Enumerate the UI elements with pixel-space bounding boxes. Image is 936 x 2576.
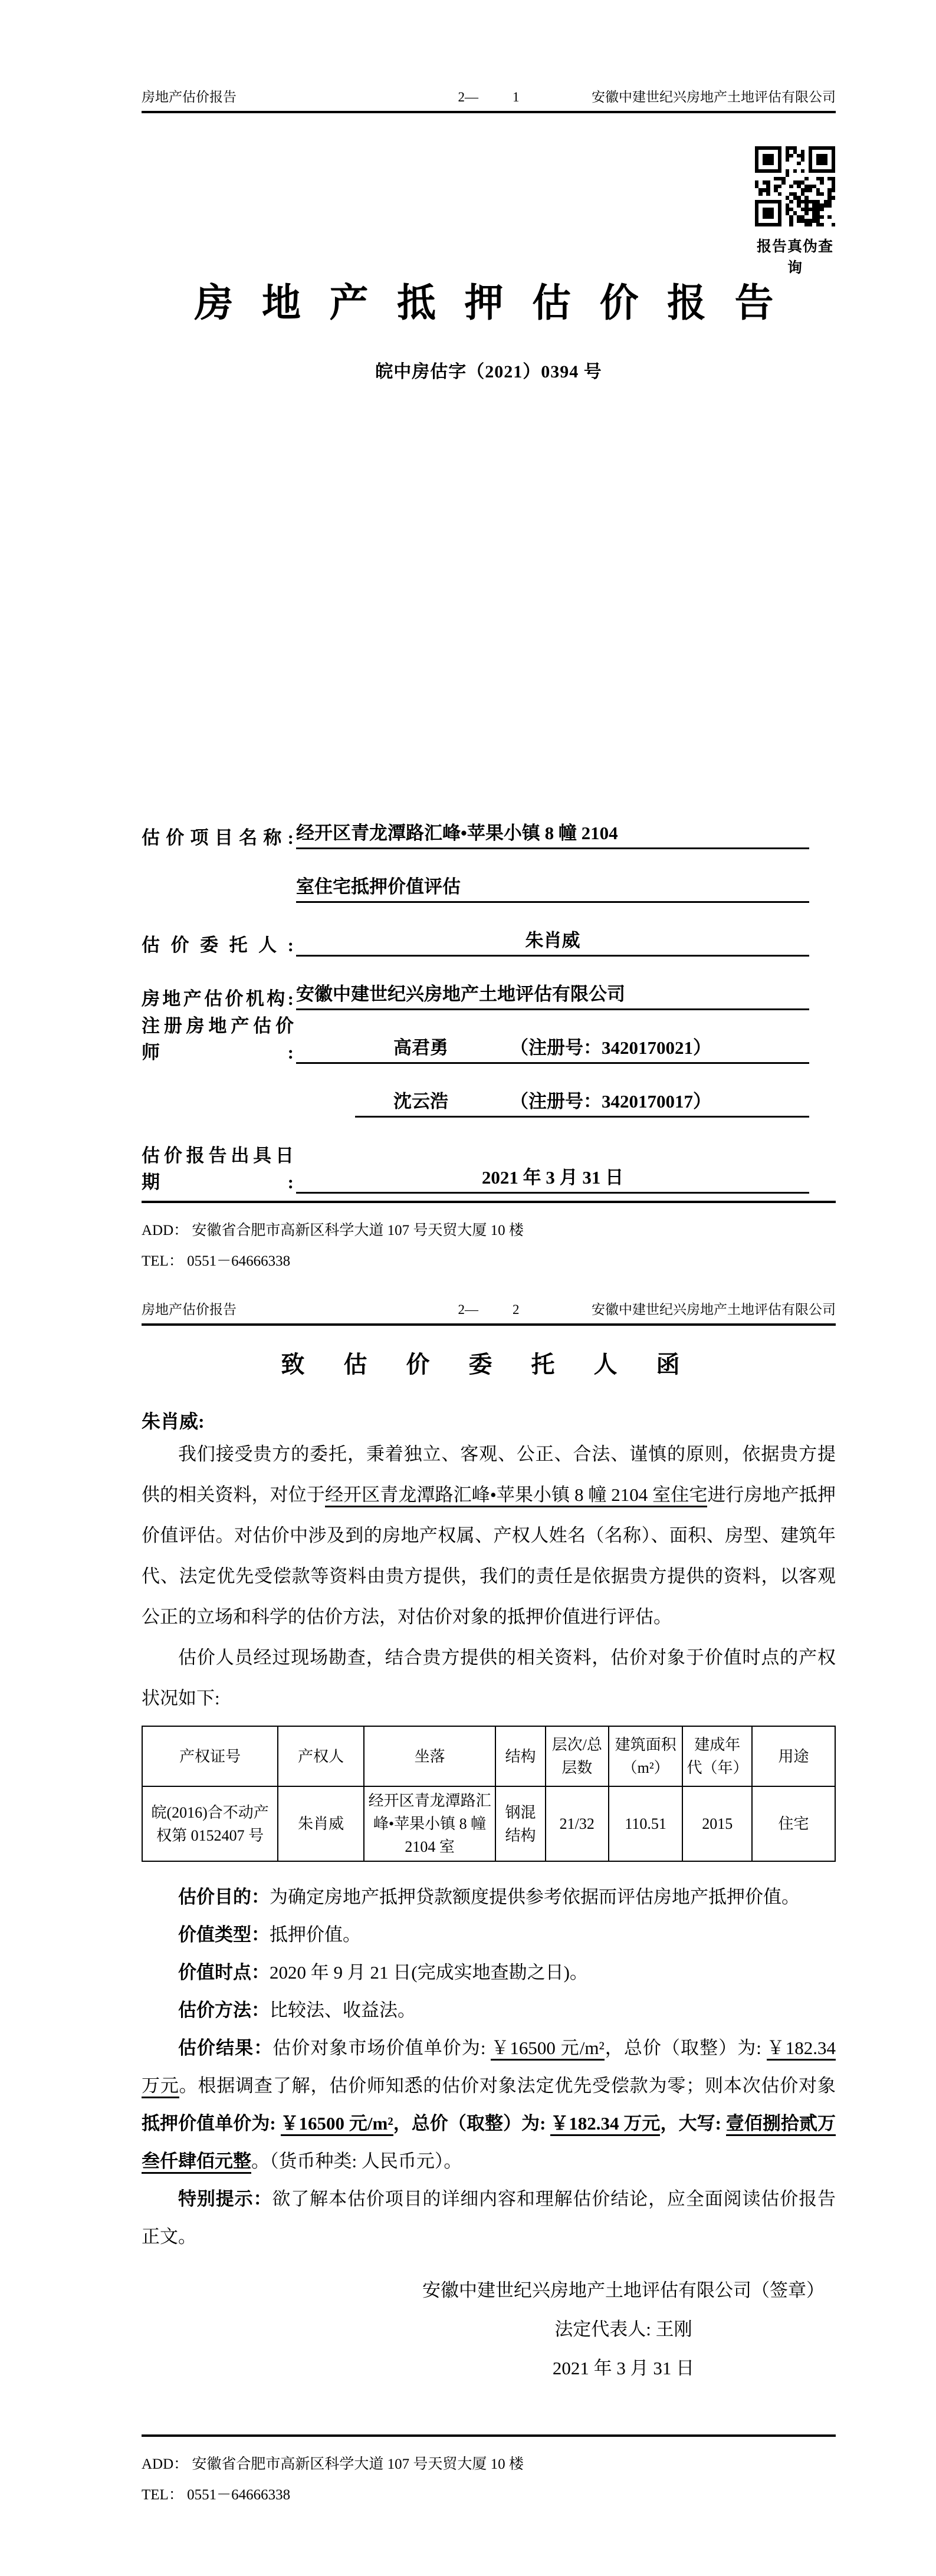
item-label: 价值时点：: [178, 1962, 270, 1983]
paragraph-text: 我们接受贵方的委托，秉着独立、客观、公正、合法、谨慎的原则，依据贵方提供的相关资料，对位于: [142, 1444, 836, 1505]
field-project-name: [142, 796, 809, 849]
appraisal-items: [142, 1878, 836, 2256]
cell-floor: 21/32: [546, 1786, 609, 1861]
field-value-underlined: 安徽中建世纪兴房地产土地评估有限公司: [296, 979, 809, 1010]
appraiser-name: 高君勇: [393, 1037, 448, 1058]
col-header-certificate-no: 产权证号: [142, 1726, 278, 1786]
signature-date: 2021 年 3 月 31 日: [552, 2358, 695, 2378]
field-client: [142, 903, 809, 957]
cell-owner: 朱肖威: [278, 1786, 364, 1861]
page-footer: [142, 2434, 836, 2504]
paragraph-engagement: [142, 1434, 836, 1637]
property-address-underlined: 经开区青龙潭路汇峰•苹果小镇 8 幢 2104 室住宅: [325, 1484, 707, 1507]
paragraph-text: 进行房地产抵押价值评估。对估价中涉及到的房地产权属、产权人姓名（名称）、面积、房型、建筑年代、法定优先受偿款等资料由贵方提供，我们的责任是依据贵方提供的资料，以客观公正的立场和科学的估价方法，对估价对象的抵押价值进行评估。: [142, 1484, 836, 1627]
field-label: 房地产估价机构:: [142, 988, 294, 1009]
cell-location: 经开区青龙潭路汇峰•苹果小镇 8 幢 2104 室: [364, 1786, 495, 1861]
item-method: [142, 1992, 836, 2029]
header-page-indicator: [458, 90, 520, 105]
cell-year-built: 2015: [682, 1786, 752, 1861]
item-result: [142, 2029, 836, 2180]
result-text: 。根据调查了解，估价师知悉的估价对象法定优先受偿款为零；则本次估价对象: [179, 2075, 836, 2096]
mortgage-unit-price-underlined: ￥16500 元/m²: [281, 2113, 393, 2136]
item-text: 2020 年 9 月 21 日(完成实地查勘之日)。: [270, 1962, 588, 1983]
field-label: 估价项目名称:: [142, 827, 294, 848]
item-purpose: [142, 1878, 836, 1916]
item-label: 估价方法：: [178, 2000, 270, 2020]
report-number: 皖中房估字（2021）0394 号: [375, 362, 602, 382]
result-text-bold: 抵押价值单价为:: [142, 2113, 281, 2134]
result-text-bold: ，大写:: [660, 2113, 726, 2134]
col-header-year-built: 建成年代（年）: [682, 1726, 752, 1786]
cell-structure: 钢混结构: [495, 1786, 546, 1861]
total-price-underlined: ￥182.34 万元: [142, 2038, 836, 2098]
col-header-owner: 产权人: [278, 1726, 364, 1786]
letter-body: [142, 1434, 836, 1719]
header-company-name: 安徽中建世纪兴房地产土地评估有限公司: [592, 90, 836, 104]
field-value-underlined: [296, 1033, 809, 1064]
signature-legal-representative: 法定代表人: 王刚: [554, 2319, 692, 2340]
field-label: 估价委托人:: [142, 935, 294, 955]
field-label: 估价报告出具日期:: [142, 1145, 294, 1192]
header-page-indicator: [458, 1302, 520, 1317]
appraiser-registration-no: （注册号：3420170021）: [510, 1037, 711, 1058]
col-header-floor: 层次/总层数: [546, 1726, 609, 1786]
col-header-location: 坐落: [364, 1726, 495, 1786]
field-value-underlined: 经开区青龙潭路汇峰•苹果小镇 8 幢 2104: [296, 818, 809, 849]
header-pages-total: 2—: [458, 1302, 478, 1317]
item-label: 估价结果：: [178, 2038, 273, 2058]
field-value-underlined: 室住宅抵押价值评估: [296, 872, 809, 903]
header-doc-title: 房地产估价报告: [142, 90, 237, 104]
signature-company: 安徽中建世纪兴房地产土地评估有限公司（签章）: [422, 2280, 825, 2301]
header-pages-total: 2—: [458, 90, 478, 104]
cover-fields: [142, 796, 809, 1194]
field-value-underlined: 2021 年 3 月 31 日: [296, 1162, 809, 1194]
result-text: 。（货币种类: 人民币元）。: [251, 2151, 462, 2171]
field-value-underlined: [355, 1086, 809, 1118]
col-header-structure: 结构: [495, 1726, 546, 1786]
qr-caption: 报告真伪查询: [756, 239, 833, 276]
page-footer: [142, 1201, 836, 1268]
report-main-title: 房 地 产 抵 押 估 价 报 告: [194, 282, 783, 325]
footer-address: ADD： 安徽省合肥市高新区科学大道 107 号天贸大厦 10 楼: [142, 2456, 524, 2472]
page-header: [142, 0, 836, 113]
letter-to-client-page: [0, 1268, 936, 2576]
field-label: 注册房地产估价师:: [142, 1016, 294, 1063]
field-issue-date: [142, 1140, 809, 1194]
letter-title: 致 估 价 委 托 人 函: [281, 1351, 697, 1378]
header-doc-title: 房地产估价报告: [142, 1302, 237, 1317]
salutation: 朱肖威:: [142, 1411, 205, 1432]
paragraph-survey: 估价人员经过现场勘查，结合贵方提供的相关资料，估价对象于价值时点的产权状况如下:: [142, 1647, 836, 1708]
item-text: 抵押价值。: [270, 1924, 361, 1945]
page-header: [142, 1268, 836, 1326]
table-header-row: [142, 1726, 835, 1786]
mortgage-total-price-underlined: ￥182.34 万元: [550, 2113, 660, 2136]
property-rights-table: [142, 1726, 836, 1862]
field-value-underlined: 朱肖威: [296, 925, 809, 957]
field-project-name-line2: [142, 849, 809, 903]
col-header-use: 用途: [752, 1726, 835, 1786]
cell-certificate-no: 皖(2016)合不动产权第 0152407 号: [142, 1786, 278, 1861]
field-appraiser-1: [142, 1010, 809, 1064]
footer-address: ADD： 安徽省合肥市高新区科学大道 107 号天贸大厦 10 楼: [142, 1223, 524, 1238]
item-text: 比较法、收益法。: [270, 2000, 416, 2020]
qr-code: [755, 146, 835, 226]
footer-telephone: TEL： 0551－64666338: [142, 2487, 291, 2503]
qr-verification-block: [751, 146, 839, 277]
header-company-name: 安徽中建世纪兴房地产土地评估有限公司: [592, 1302, 836, 1317]
cell-use: 住宅: [752, 1786, 835, 1861]
special-note: [142, 2180, 836, 2256]
header-page-number: 1: [513, 90, 520, 104]
appraiser-name: 沈云浩: [393, 1091, 448, 1112]
footer-telephone: TEL： 0551－64666338: [142, 1253, 291, 1268]
item-text: 为确定房地产抵押贷款额度提供参考依据而评估房地产抵押价值。: [270, 1887, 800, 1907]
header-page-number: 2: [513, 1302, 520, 1317]
report-cover-page: [0, 0, 936, 1268]
table-row: [142, 1786, 835, 1861]
item-value-type: [142, 1916, 836, 1954]
item-value-date: [142, 1954, 836, 1992]
field-appraiser-2: [142, 1064, 809, 1118]
col-header-area: 建筑面积（m²）: [609, 1726, 683, 1786]
note-text: 欲了解本估价项目的详细内容和理解估价结论，应全面阅读估价报告正文。: [142, 2189, 836, 2247]
unit-price-underlined: ￥16500 元/m²: [491, 2038, 604, 2061]
result-text: ，总价（取整）为:: [604, 2038, 767, 2058]
item-label: 价值类型：: [178, 1924, 270, 1945]
item-label: 估价目的：: [178, 1887, 270, 1907]
signature-block: [411, 2271, 836, 2388]
field-agency: [142, 957, 809, 1010]
result-text: 估价对象市场价值单价为:: [272, 2038, 491, 2058]
appraiser-registration-no: （注册号：3420170017）: [510, 1091, 711, 1112]
cell-area: 110.51: [609, 1786, 683, 1861]
amount-in-words-underlined: 壹佰捌拾贰万叁仟肆佰元整: [142, 2113, 836, 2174]
result-text-bold: ，总价（取整）为:: [393, 2113, 551, 2134]
note-label: 特别提示：: [178, 2189, 272, 2209]
